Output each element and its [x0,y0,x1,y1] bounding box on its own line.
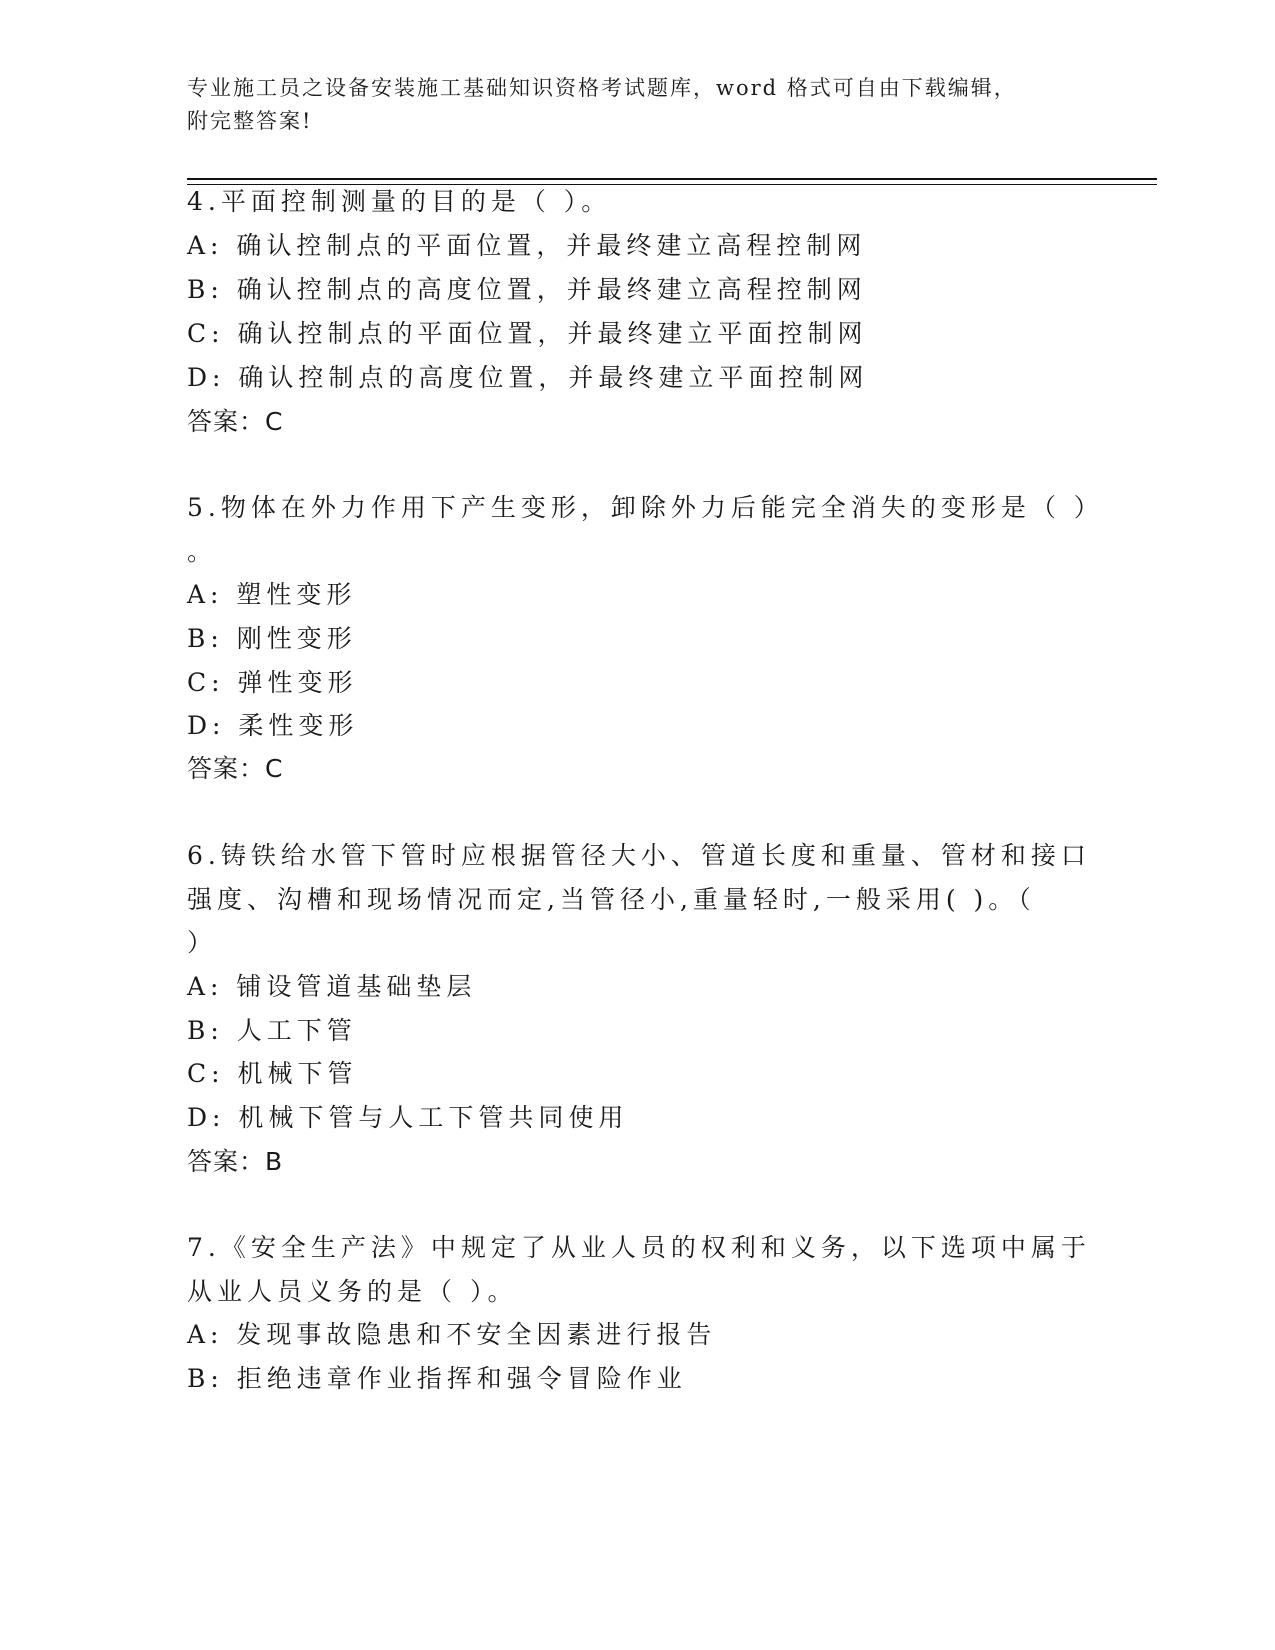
question-5-option-c: C: 弹性变形 [187,668,358,697]
header-line-1: 专业施工员之设备安装施工基础知识资格考试题库，word 格式可自由下载编辑， [187,76,1017,100]
question-4-option-b: B: 确认控制点的高度位置，并最终建立高程控制网 [187,275,867,304]
question-7-option-a: A: 发现事故隐患和不安全因素进行报告 [187,1320,717,1349]
question-4-stem: 4.平面控制测量的目的是（ ）。 [187,187,612,216]
question-5-stem: 5.物体在外力作用下产生变形，卸除外力后能完全消失的变形是（ ） [187,493,1104,522]
question-4-option-c: C: 确认控制点的平面位置，并最终建立平面控制网 [187,319,868,348]
question-6-option-d: D: 机械下管与人工下管共同使用 [187,1103,629,1132]
question-4-option-a: A: 确认控制点的平面位置，并最终建立高程控制网 [187,231,867,260]
question-6-option-b: B: 人工下管 [187,1016,357,1045]
question-6-stem-cont: 强度、沟槽和现场情况而定,当管径小,重量轻时,一般采用( )。（ [187,885,1036,914]
header-line-2: 附完整答案! [187,109,313,133]
question-5-stem-cont: 。 [187,537,218,566]
question-4-option-d: D: 确认控制点的高度位置，并最终建立平面控制网 [187,363,869,392]
question-6-option-c: C: 机械下管 [187,1059,358,1088]
document-header [187,72,1067,138]
question-7-stem: 7.《安全生产法》中规定了从业人员的权利和义务，以下选项中属于 [187,1233,1091,1262]
question-5-option-b: B: 刚性变形 [187,624,357,653]
question-5-option-d: D: 柔性变形 [187,711,359,740]
question-5-option-a: A: 塑性变形 [187,580,357,609]
question-7-option-b: B: 拒绝违章作业指挥和强令冒险作业 [187,1364,687,1393]
question-6-answer: 答案：B [187,1147,284,1176]
question-6-stem: 6.铸铁给水管下管时应根据管径大小、管道长度和重量、管材和接口 [187,841,1091,870]
header-rule-thick [187,178,1157,180]
question-6-option-a: A: 铺设管道基础垫层 [187,972,477,1001]
question-6-stem-end: ） [187,928,218,957]
question-4-answer: 答案：C [187,407,284,436]
question-5-answer: 答案：C [187,754,284,783]
question-7-stem-cont: 从业人员义务的是（ ）。 [187,1277,518,1306]
